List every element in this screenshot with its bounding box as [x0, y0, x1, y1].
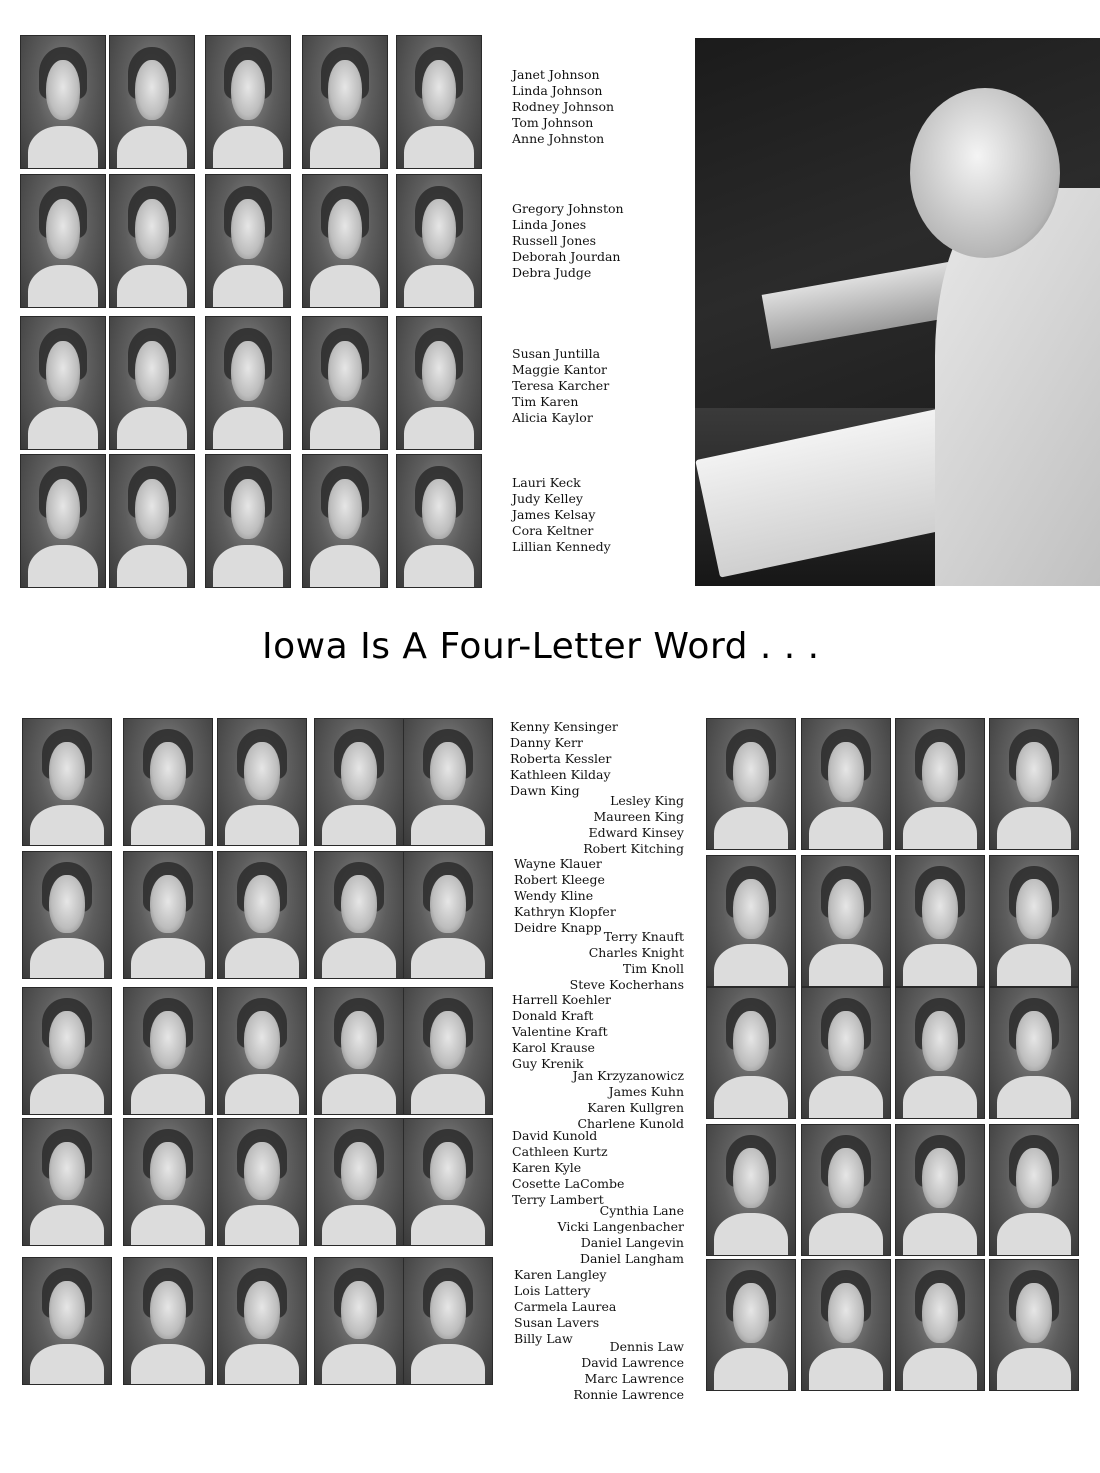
- student-name: Lillian Kennedy: [512, 539, 611, 554]
- student-portrait: [123, 1118, 213, 1246]
- student-portrait: [403, 1257, 493, 1385]
- student-portrait: [217, 718, 307, 846]
- student-name: Deidre Knapp: [514, 920, 602, 935]
- student-name: Edward Kinsey: [588, 825, 684, 840]
- name-list-bottom-group-1-right: [583, 793, 684, 857]
- student-name: Tim Knoll: [622, 961, 684, 976]
- name-list-bottom-group-1: [510, 719, 618, 799]
- student-name: Tim Karen: [512, 394, 579, 409]
- student-portrait: [205, 174, 291, 308]
- student-name: Guy Krenik: [512, 1056, 584, 1071]
- student-portrait: [706, 1259, 796, 1391]
- student-name: Lesley King: [610, 793, 684, 808]
- student-portrait: [109, 174, 195, 308]
- student-portrait: [205, 316, 291, 450]
- student-name: Dawn King: [510, 783, 580, 798]
- student-name: Russell Jones: [512, 233, 597, 248]
- name-list-bottom-group-3-right: [573, 1068, 684, 1132]
- student-portrait: [302, 316, 388, 450]
- student-portrait: [22, 1118, 112, 1246]
- name-list-bottom-group-5: [514, 1267, 616, 1347]
- student-name: Deborah Jourdan: [512, 249, 621, 264]
- student-portrait: [20, 316, 106, 450]
- student-name: Debra Judge: [512, 265, 592, 280]
- student-name: Janet Johnson: [512, 67, 600, 82]
- student-portrait: [20, 35, 106, 169]
- student-portrait: [989, 1124, 1079, 1256]
- student-name: Karen Kullgren: [587, 1100, 684, 1115]
- student-portrait: [217, 1118, 307, 1246]
- student-name: Karen Langley: [514, 1267, 607, 1282]
- student-name: Linda Jones: [512, 217, 587, 232]
- student-portrait: [895, 718, 985, 850]
- student-name: Daniel Langevin: [580, 1235, 684, 1250]
- student-name: Anne Johnston: [512, 131, 605, 146]
- student-portrait: [396, 174, 482, 308]
- student-portrait: [396, 35, 482, 169]
- student-name: Dennis Law: [609, 1339, 684, 1354]
- student-portrait: [314, 718, 404, 846]
- student-name: Robert Kleege: [514, 872, 605, 887]
- student-portrait: [217, 987, 307, 1115]
- student-name: Roberta Kessler: [510, 751, 612, 766]
- student-name: Kathryn Klopfer: [514, 904, 616, 919]
- candid-classroom-photo: [695, 38, 1100, 586]
- student-name: Cynthia Lane: [599, 1203, 684, 1218]
- student-portrait: [801, 855, 891, 987]
- student-name: Kathleen Kilday: [510, 767, 611, 782]
- student-portrait: [895, 1259, 985, 1391]
- student-name: Linda Johnson: [512, 83, 603, 98]
- student-portrait: [706, 855, 796, 987]
- name-list-top-row-3: [512, 346, 609, 426]
- student-name: Karol Krause: [512, 1040, 595, 1055]
- student-name: Daniel Langham: [579, 1251, 684, 1266]
- student-portrait: [989, 718, 1079, 850]
- student-name: Cora Keltner: [512, 523, 594, 538]
- student-portrait: [403, 718, 493, 846]
- student-name: Valentine Kraft: [512, 1024, 608, 1039]
- student-portrait: [801, 1124, 891, 1256]
- student-name: Carmela Laurea: [514, 1299, 617, 1314]
- student-portrait: [895, 987, 985, 1119]
- student-portrait: [302, 454, 388, 588]
- page-title: Iowa Is A Four-Letter Word . . .: [262, 626, 820, 667]
- student-portrait: [123, 1257, 213, 1385]
- student-name: Harrell Koehler: [512, 992, 612, 1007]
- student-portrait: [314, 1118, 404, 1246]
- name-list-top-row-2: [512, 201, 624, 281]
- student-portrait: [706, 987, 796, 1119]
- student-portrait: [302, 174, 388, 308]
- student-portrait: [706, 718, 796, 850]
- student-portrait: [302, 35, 388, 169]
- student-portrait: [396, 316, 482, 450]
- name-list-bottom-group-4: [512, 1128, 624, 1208]
- student-name: Susan Juntilla: [512, 346, 601, 361]
- name-list-bottom-group-5-right: [573, 1339, 684, 1403]
- name-list-top-row-1: [512, 67, 614, 147]
- student-portrait: [123, 987, 213, 1115]
- student-portrait: [109, 316, 195, 450]
- student-name: Vicki Langenbacher: [557, 1219, 684, 1234]
- student-name: Cathleen Kurtz: [512, 1144, 608, 1159]
- student-name: Gregory Johnston: [512, 201, 624, 216]
- student-portrait: [989, 855, 1079, 987]
- student-portrait: [403, 851, 493, 979]
- student-name: Donald Kraft: [512, 1008, 594, 1023]
- student-portrait: [801, 987, 891, 1119]
- student-name: Cosette LaCombe: [512, 1176, 625, 1191]
- student-portrait: [109, 454, 195, 588]
- student-name: Terry Knauft: [603, 929, 684, 944]
- student-portrait: [314, 987, 404, 1115]
- student-name: Jan Krzyzanowicz: [572, 1068, 684, 1083]
- student-portrait: [314, 1257, 404, 1385]
- student-name: Susan Lavers: [514, 1315, 600, 1330]
- student-name: Maggie Kantor: [512, 362, 607, 377]
- student-name: Billy Law: [514, 1331, 573, 1346]
- student-name: Karen Kyle: [512, 1160, 582, 1175]
- student-name: Alicia Kaylor: [512, 410, 593, 425]
- student-portrait: [403, 987, 493, 1115]
- name-list-bottom-group-2: [514, 856, 616, 936]
- student-name: Maureen King: [593, 809, 684, 824]
- student-portrait: [403, 1118, 493, 1246]
- student-name: Wendy Kline: [514, 888, 594, 903]
- student-name: Terry Lambert: [512, 1192, 604, 1207]
- name-list-bottom-group-4-right: [558, 1203, 684, 1267]
- student-portrait: [123, 851, 213, 979]
- student-name: Marc Lawrence: [584, 1371, 684, 1386]
- student-name: Ronnie Lawrence: [573, 1387, 684, 1402]
- name-list-top-row-4: [512, 475, 611, 555]
- student-name: Lauri Keck: [512, 475, 581, 490]
- student-portrait: [895, 855, 985, 987]
- student-portrait: [205, 454, 291, 588]
- student-name: James Kuhn: [608, 1084, 684, 1099]
- student-name: James Kelsay: [512, 507, 596, 522]
- student-name: Kenny Kensinger: [510, 719, 618, 734]
- student-name: Tom Johnson: [512, 115, 594, 130]
- student-name: Judy Kelley: [512, 491, 583, 506]
- student-name: Lois Lattery: [514, 1283, 591, 1298]
- student-portrait: [895, 1124, 985, 1256]
- student-portrait: [217, 1257, 307, 1385]
- student-portrait: [22, 1257, 112, 1385]
- student-portrait: [22, 718, 112, 846]
- student-portrait: [22, 987, 112, 1115]
- student-name: Wayne Klauer: [514, 856, 602, 871]
- student-name: Steve Kocherhans: [569, 977, 684, 992]
- student-portrait: [217, 851, 307, 979]
- student-name: Charles Knight: [588, 945, 684, 960]
- student-portrait: [989, 1259, 1079, 1391]
- student-portrait: [22, 851, 112, 979]
- student-name: Danny Kerr: [510, 735, 583, 750]
- student-name: David Lawrence: [581, 1355, 684, 1370]
- student-portrait: [314, 851, 404, 979]
- student-portrait: [205, 35, 291, 169]
- student-name: Charlene Kunold: [577, 1116, 684, 1131]
- student-portrait: [396, 454, 482, 588]
- student-portrait: [20, 174, 106, 308]
- student-portrait: [20, 454, 106, 588]
- student-portrait: [109, 35, 195, 169]
- student-portrait: [989, 987, 1079, 1119]
- student-portrait: [123, 718, 213, 846]
- name-list-bottom-group-2-right: [570, 929, 684, 993]
- student-name: Teresa Karcher: [512, 378, 610, 393]
- student-name: David Kunold: [512, 1128, 598, 1143]
- student-portrait: [801, 718, 891, 850]
- student-portrait: [706, 1124, 796, 1256]
- student-name: Robert Kitching: [583, 841, 684, 856]
- student-portrait: [801, 1259, 891, 1391]
- student-name: Rodney Johnson: [512, 99, 615, 114]
- name-list-bottom-group-3: [512, 992, 611, 1072]
